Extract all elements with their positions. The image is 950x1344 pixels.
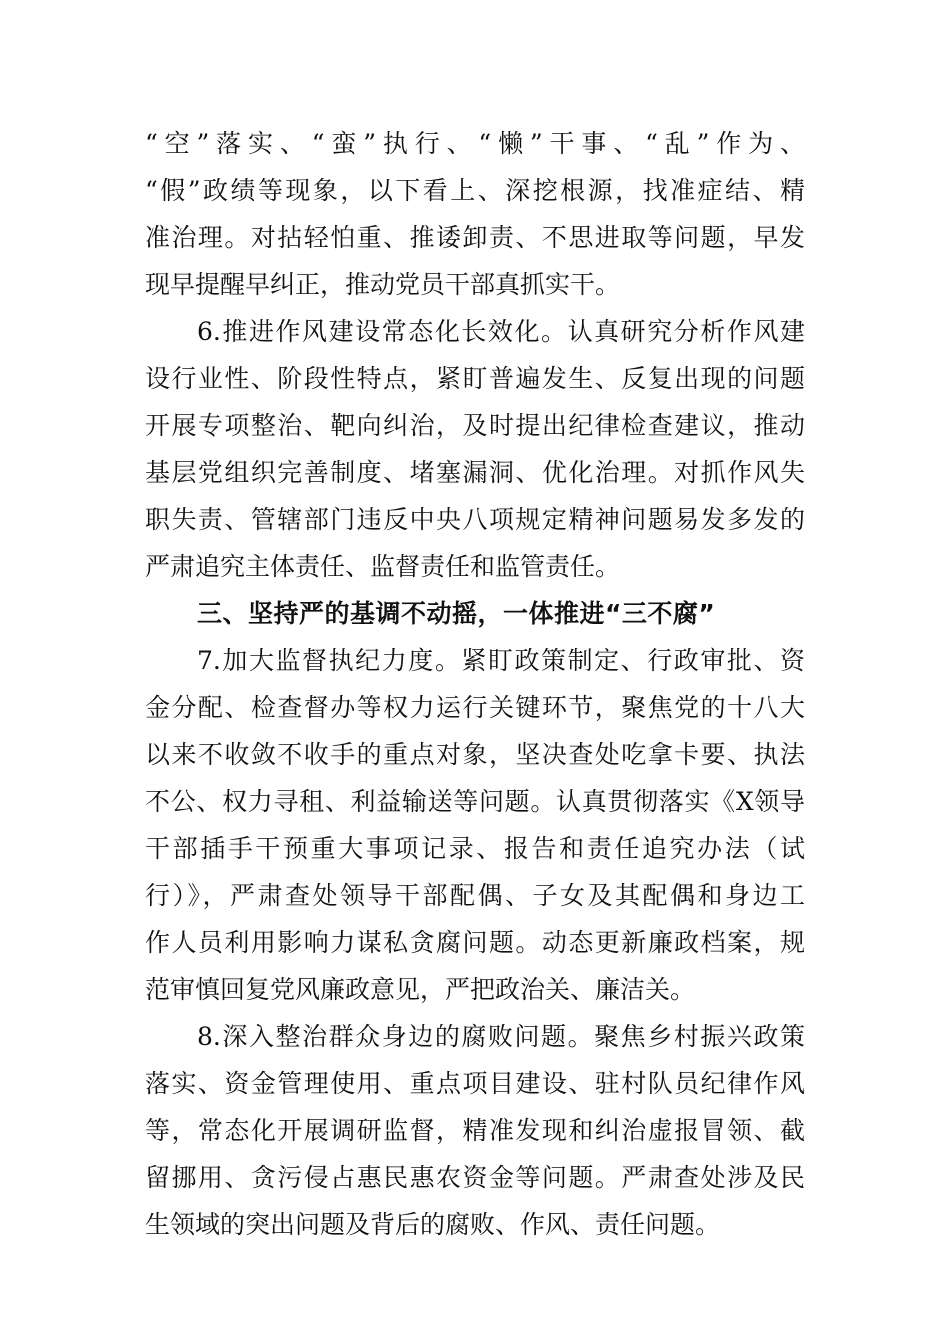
text-line: 现早提醒早纠正，推动党员干部真抓实干。	[145, 270, 621, 299]
text-line: 生领域的突出问题及背后的腐败、作风、责任问题。	[145, 1210, 721, 1239]
text-line: 范审慎回复党风廉政意见，严把政治关、廉洁关。	[145, 975, 696, 1004]
text-line: 落实、资金管理使用、重点项目建设、驻村队员纪律作风	[145, 1069, 805, 1098]
text-line: 干部插手干预重大事项记录、报告和责任追究办法（试	[145, 834, 805, 863]
text-line: 行）》，严肃查处领导干部配偶、子女及其配偶和身边工	[145, 881, 805, 910]
text-line: 开展专项整治、靶向纠治，及时提出纪律检查建议，推动	[145, 411, 805, 440]
text-line: 严肃追究主体责任、监督责任和监管责任。	[145, 552, 621, 581]
text-line: 金分配、检查督办等权力运行关键环节，聚焦党的十八大	[145, 693, 805, 722]
text-line: 不公、权力寻租、利益输送等问题。认真贯彻落实《X领导	[145, 787, 805, 816]
text-line: 准治理。对拈轻怕重、推诿卸责、不思进取等问题，早发	[145, 223, 805, 252]
section-heading-three: 三、坚持严的基调不动摇，一体推进“三不腐”	[197, 599, 716, 628]
text-line: 以来不收敛不收手的重点对象，坚决查处吃拿卡要、执法	[145, 740, 805, 769]
section-6-title-line: 6.推进作风建设常态化长效化。认真研究分析作风建	[197, 317, 805, 346]
section-8-title-line: 8.深入整治群众身边的腐败问题。聚焦乡村振兴政策	[197, 1022, 805, 1051]
text-line: 职失责、管辖部门违反中央八项规定精神问题易发多发的	[145, 505, 805, 534]
text-line: 作人员利用影响力谋私贪腐问题。动态更新廉政档案，规	[145, 928, 805, 957]
text-line: “空”落实、“蛮”执行、“懒”干事、“乱”作为、	[145, 129, 805, 158]
text-line: 设行业性、阶段性特点，紧盯普遍发生、反复出现的问题	[145, 364, 805, 393]
text-line: 基层党组织完善制度、堵塞漏洞、优化治理。对抓作风失	[145, 458, 805, 487]
text-line: “假”政绩等现象，以下看上、深挖根源，找准症结、精	[145, 176, 805, 205]
text-line: 留挪用、贪污侵占惠民惠农资金等问题。严肃查处涉及民	[145, 1163, 805, 1192]
text-line: 等，常态化开展调研监督，精准发现和纠治虚报冒领、截	[145, 1116, 805, 1145]
section-7-title-line: 7.加大监督执纪力度。紧盯政策制定、行政审批、资	[197, 646, 805, 675]
